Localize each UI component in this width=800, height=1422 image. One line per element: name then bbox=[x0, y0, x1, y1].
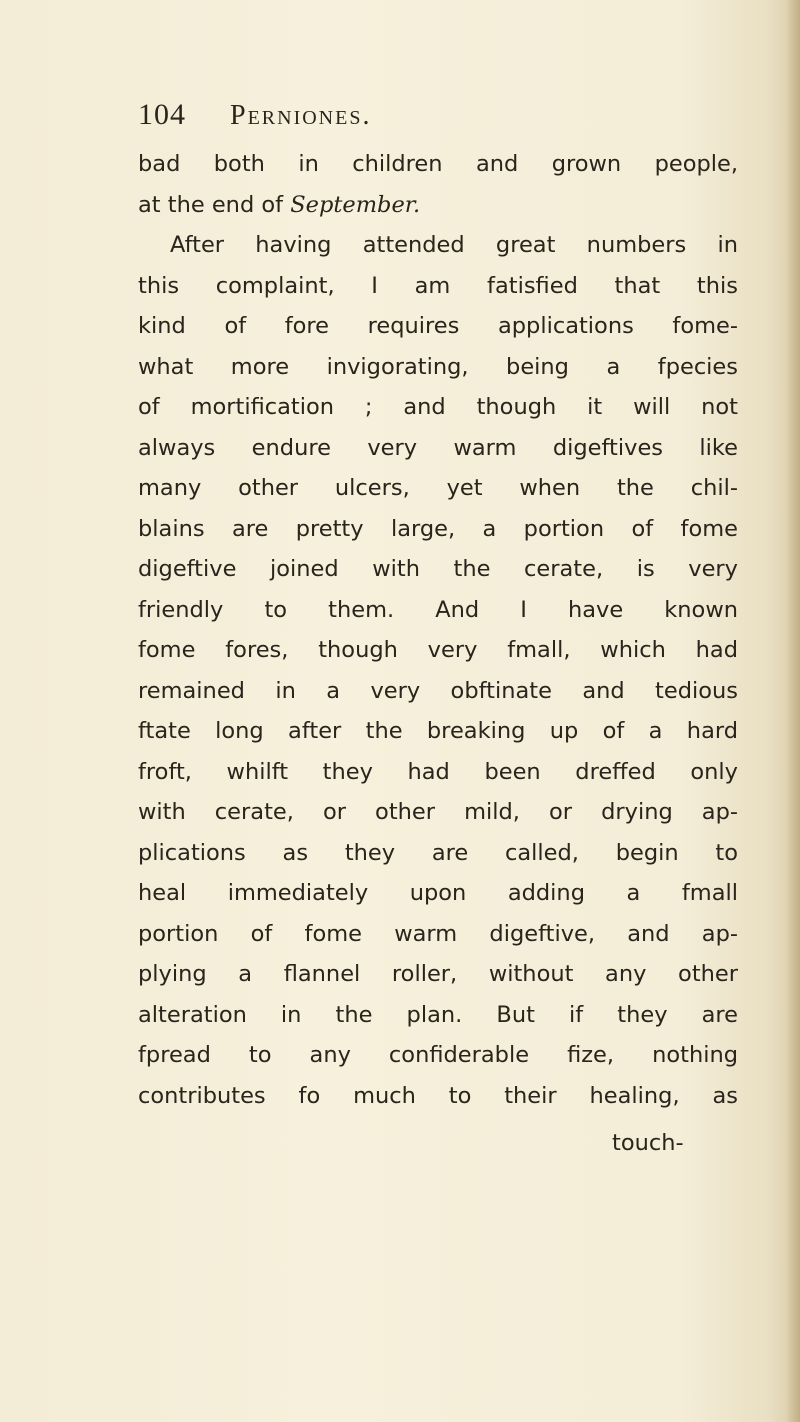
italic-word: September. bbox=[290, 191, 421, 218]
text-line: many other ulcers, yet when the chil- bbox=[138, 475, 738, 501]
paragraph-start-line: After having attended great numbers in bbox=[170, 232, 738, 258]
text-line: froft, whilft they had been dreffed only bbox=[138, 758, 738, 785]
text-line: what more invigorating, being a fpecies bbox=[138, 353, 738, 380]
page-edge bbox=[786, 0, 800, 1422]
text-fragment: at the end of bbox=[138, 191, 291, 218]
text-line: remained in a very obftinate and tedious bbox=[138, 677, 738, 704]
page-header bbox=[138, 98, 371, 138]
text-line: this complaint, I am fatisfied that this bbox=[138, 272, 738, 299]
body-text bbox=[138, 144, 738, 1116]
text-line: friendly to them. And I have known bbox=[138, 596, 738, 623]
text-line: plications as they are called, begin to bbox=[138, 839, 738, 866]
text-line: of mortification ; and though it will not bbox=[138, 394, 738, 420]
text-line: portion of fome warm digeftive, and ap- bbox=[138, 920, 738, 947]
text-line: fpread to any confiderable fize, nothing bbox=[138, 1042, 738, 1068]
text-line: bad both in children and grown people, bbox=[138, 151, 738, 177]
text-line: contributes fo much to their healing, as bbox=[138, 1082, 738, 1109]
running-head: Perniones. bbox=[230, 100, 372, 131]
page-number: 104 bbox=[138, 98, 186, 131]
text-line: ftate long after the breaking up of a hard bbox=[138, 718, 738, 744]
text-line: with cerate, or other mild, or drying ap- bbox=[138, 799, 738, 825]
text-line: plying a flannel roller, without any other bbox=[138, 961, 738, 987]
text-line: blains are pretty large, a portion of fome bbox=[138, 515, 738, 542]
catchword: touch- bbox=[612, 1130, 684, 1156]
text-line: digeftive joined with the cerate, is very bbox=[138, 556, 738, 582]
text-line bbox=[138, 185, 738, 226]
text-line: always endure very warm digeftives like bbox=[138, 434, 738, 461]
text-line: alteration in the plan. But if they are bbox=[138, 1001, 738, 1028]
text-line: heal immediately upon adding a fmall bbox=[138, 880, 738, 906]
text-line: kind of fore requires applications fome- bbox=[138, 313, 738, 339]
text-line: fome fores, though very fmall, which had bbox=[138, 637, 738, 663]
